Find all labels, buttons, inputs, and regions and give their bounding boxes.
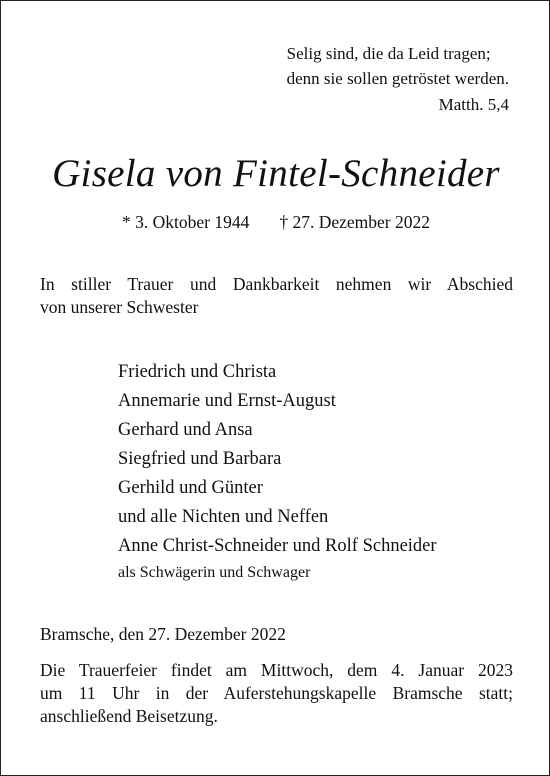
intro-line-2: von unserer Schwester xyxy=(40,297,199,317)
mourner-entry: Friedrich und Christa xyxy=(118,362,277,382)
mourner-entry: Gerhard und Ansa xyxy=(118,420,253,440)
verse-line-1: Selig sind, die da Leid tragen; xyxy=(286,44,491,63)
mourner-entry: Gerhild und Günter xyxy=(118,478,263,498)
intro-text xyxy=(40,273,513,319)
funeral-service-info xyxy=(40,659,513,728)
verse-reference: Matth. 5,4 xyxy=(438,95,509,114)
mourners-list xyxy=(118,358,336,532)
verse-line-2: denn sie sollen getröstet werden. xyxy=(286,69,509,88)
in-laws-relation: als Schwägerin und Schwager xyxy=(118,564,311,581)
deceased-name: Gisela von Fintel-Schneider xyxy=(52,152,500,195)
place-and-date: Bramsche, den 27. Dezember 2022 xyxy=(40,624,286,644)
mourner-entry: Siegfried und Barbara xyxy=(118,449,282,469)
death-date: † 27. Dezember 2022 xyxy=(279,212,430,232)
bible-verse xyxy=(287,41,509,91)
in-laws-names: Anne Christ-Schneider und Rolf Schneider xyxy=(118,536,437,556)
life-dates xyxy=(1,212,550,233)
service-line-2: um 11 Uhr in der Auferstehungskapelle Bramsche statt; xyxy=(40,683,513,703)
service-line-3: anschließend Beisetzung. xyxy=(40,706,218,726)
birth-date: * 3. Oktober 1944 xyxy=(121,212,250,232)
mourner-entry: und alle Nichten und Neffen xyxy=(118,507,329,527)
mourner-entry: Annemarie und Ernst-August xyxy=(118,391,336,411)
service-line-1: Die Trauerfeier findet am Mittwoch, dem 4. Januar 2023 xyxy=(40,660,513,680)
intro-line-1: In stiller Trauer und Dankbarkeit nehmen wir Abschied xyxy=(40,274,513,294)
